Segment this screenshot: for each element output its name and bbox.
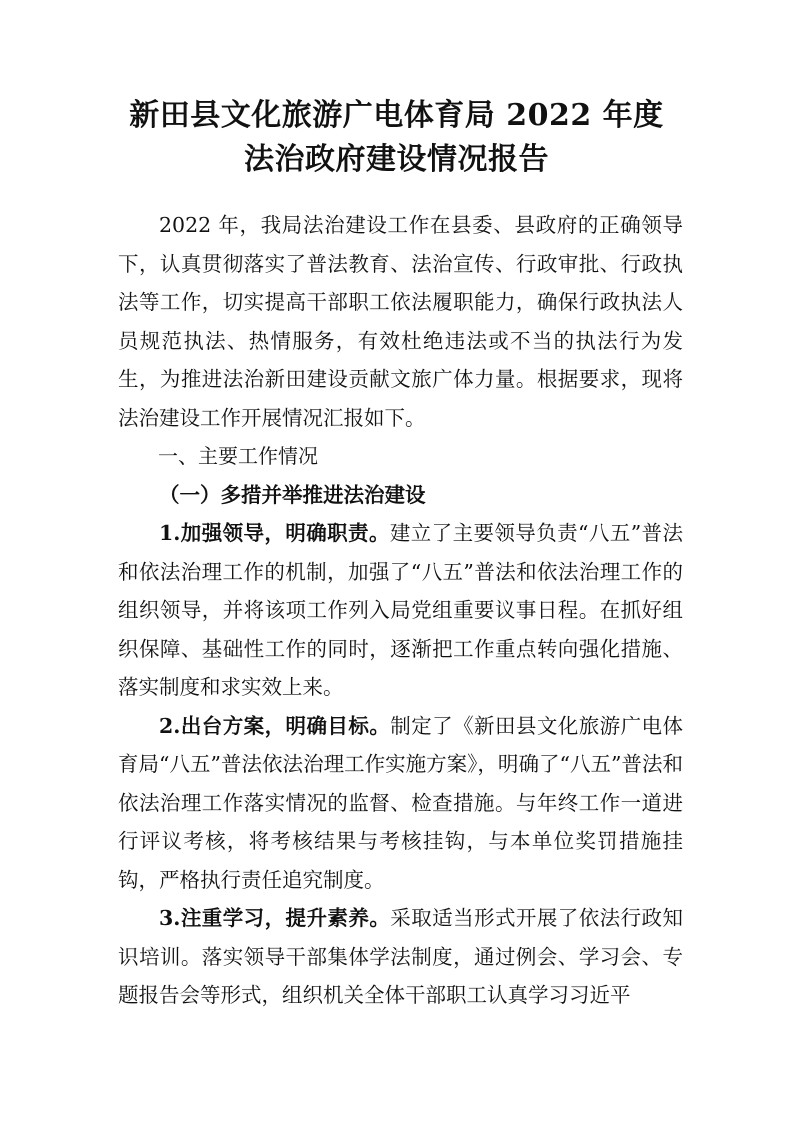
item-lead-2: 2.出台方案，明确目标。 [159, 713, 391, 738]
item-paragraph-2 [118, 707, 683, 900]
item-paragraph-1 [118, 514, 683, 707]
subsection-heading-legal-construction: （一）多措并举推进法治建设 [159, 482, 426, 507]
item-text-1: 建立了主要领导负责“八五”普法和依法治理工作的机制，加强了“八五”普法和依法治理工作的组织领导，并将该项工作列入局党组重要议事日程。在抓好组织保障、基础性工作的同时，逐渐把工作重点转向强化措施、落实制度和求实效上来。 [118, 521, 683, 699]
item-lead-1: 1.加强领导，明确职责。 [159, 521, 390, 545]
section-heading-main-work: 一、主要工作情况 [158, 444, 318, 468]
item-text-2: 制定了《新田县文化旅游广电体育局“八五”普法依法治理工作实施方案》，明确了“八五”普法和依法治理工作落实情况的监督、检查措施。与年终工作一道进行评议考核，将考核结果与考核挂钩，与本单位奖罚措施挂钩，严格执行责任追究制度。 [118, 713, 684, 892]
item-lead-3: 3.注重学习，提升素养。 [159, 906, 391, 930]
document-title-line-2: 法治政府建设情况报告 [244, 142, 549, 177]
item-paragraph-3 [118, 899, 683, 1015]
document-title-line-1: 新田县文化旅游广电体育局 2022 年度 [129, 98, 664, 133]
document-body [118, 206, 683, 1015]
item-text-3: 采取适当形式开展了依法行政知识培训。落实领导干部集体学法制度，通过例会、学习会、专题报告会等形式，组织机关全体干部职工认真学习习近平 [118, 906, 684, 1007]
intro-paragraph: 2022 年，我局法治建设工作在县委、县政府的正确领导下，认真贯彻落实了普法教育、法治宣传、行政审批、行政执法等工作，切实提高干部职工依法履职能力，确保行政执法人员规范执法、热情服务，有效杜绝违法或不当的执法行为发生，为推进法治新田建设贡献文旅广体力量。根据要求，现将法治建设工作开展情况汇报如下。 [118, 213, 683, 430]
